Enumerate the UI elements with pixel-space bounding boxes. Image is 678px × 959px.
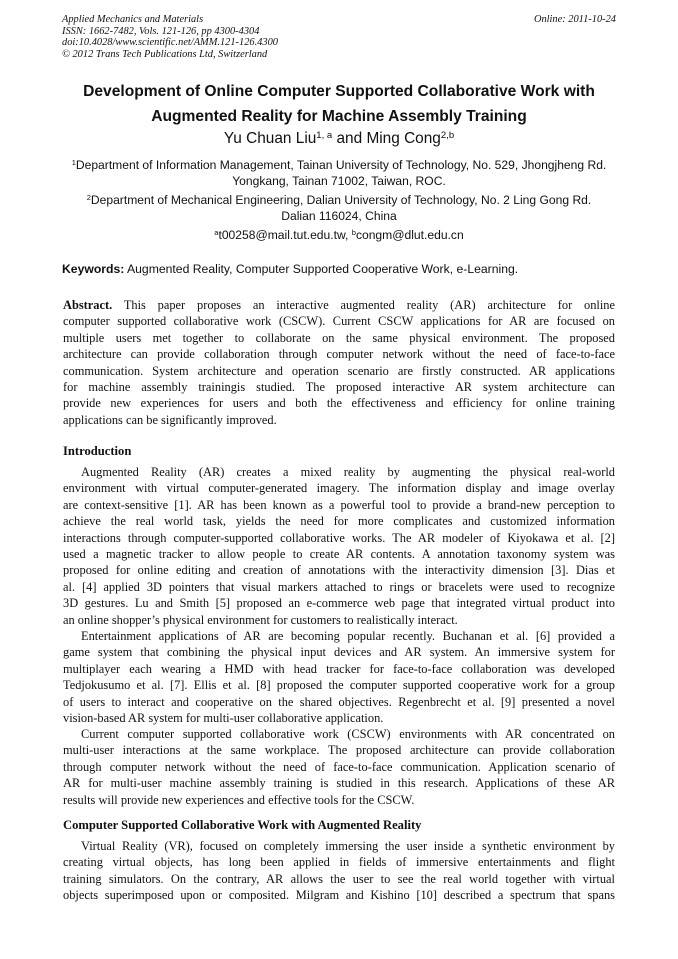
journal-header <box>62 14 616 60</box>
body-line: through computer network without the need of face-to-face communication. Application scenario of <box>63 759 615 774</box>
body-line: 3D gestures. Lu and Smith [5] proposed an e-commerce web page that integrated virtual product into <box>63 596 615 611</box>
body-line: environment with virtual computer-generated imagery. The information display and image overlay <box>63 481 615 496</box>
doi-line: doi:10.4028/www.scientific.net/AMM.121-126.4300 <box>62 37 278 49</box>
keywords-label: Keywords: <box>62 262 125 276</box>
abstract-line: architecture can provide collaboration through computer network without the need of face-to-face <box>63 347 615 362</box>
body-line: an online shopper’s physical environment for customers to realistically interact. <box>63 612 458 627</box>
section-heading-introduction: Introduction <box>63 444 132 458</box>
paper-title <box>40 79 638 129</box>
body-line: training simulators. On the contrary, AR allows the user to see the real world together with virtual <box>63 871 615 886</box>
body-line: multi-user interactions at the same workplace. The proposed architecture can provide collaboration <box>63 743 615 758</box>
author-line <box>40 129 638 149</box>
body-line: multiplayer each wearing a HMD with head tracker for face-to-face collaboration was developed <box>63 661 615 676</box>
title-line-2: Augmented Reality for Machine Assembly Training <box>151 108 527 125</box>
body-line: Augmented Reality (AR) creates a mixed reality by augmenting the physical real-world <box>81 465 615 479</box>
body-line: used a magnetic tracker to allow people to create AR contents. A annotation taxonomy system was <box>63 547 615 562</box>
body-line: achieve the real world task, yields the need for more complicates and customized information <box>63 514 615 529</box>
body-line: proposed for online editing and creation of annotations with the interactivity dimension [3]. Dias et <box>63 563 615 578</box>
author-2-sup: 2,b <box>440 129 455 141</box>
author-1-sup: 1, a <box>316 129 333 141</box>
body-line: of users to interact and cooperative on the shared objectives. Regenbrecht et al. [9] presented a novel <box>63 694 615 709</box>
abstract <box>63 297 615 428</box>
introduction-paragraph-1 <box>63 464 615 628</box>
body-line: interactions through computer-supported collaborative works. The AR modeler of Kiyokawa et al. [2] <box>63 530 615 545</box>
body-line: Entertainment applications of AR are becoming popular recently. Buchanan et al. [6] provided a <box>81 629 615 643</box>
abstract-line: for machine assembly trainingis studied. The proposed interactive AR system architecture can <box>63 380 615 395</box>
body-line: game system that combining the physical input devices and AR system. An immersive system for <box>63 645 615 660</box>
email-a-sup: a <box>214 227 219 237</box>
copyright-line: © 2012 Trans Tech Publications Ltd, Switzerland <box>62 48 268 60</box>
body-line: al. [4] applied 3D pointers that visual markers attached to rings or bracelets were used to recognize <box>63 579 615 594</box>
body-line: Tedjokusumo et al. [7]. Ellis et al. [8] proposed the computer supported cooperative work for a group <box>63 678 615 693</box>
abstract-line: computer supported collaborative work (CSCW). Current CSCW applications for AR are focused on <box>63 314 615 329</box>
body-line: are context-sensitive [1]. AR has been known as a powerful tool to provide a brand-new perception to <box>63 497 615 512</box>
introduction-paragraph-2 <box>63 628 615 726</box>
abstract-line: provide new experiences for users and both the effectiveness and efficiency for online training <box>63 396 615 411</box>
affiliation-1 <box>40 157 638 189</box>
body-line: vision-based AR system for multi-user collaborative application. <box>63 711 384 726</box>
author-and: and <box>332 130 367 147</box>
affiliation-2-line-2: Dalian 116024, China <box>281 209 397 224</box>
affiliation-2-line-1: Department of Mechanical Engineering, Dalian University of Technology, No. 2 Ling Gong Rd. <box>90 193 592 207</box>
title-line-1: Development of Online Computer Supported Collaborative Work with <box>83 83 595 100</box>
abstract-label: Abstract. <box>63 298 113 312</box>
abstract-line: This paper proposes an interactive augmented reality (AR) architecture for online <box>112 298 615 312</box>
email-a: t00258@mail.tut.edu.tw, <box>218 228 352 242</box>
body-line: objects superimposed upon or composited. Milgram and Kishino [10] described a spectrum that spans <box>63 888 615 903</box>
email-b: congm@dlut.edu.cn <box>355 228 464 242</box>
keywords <box>62 262 622 276</box>
journal-name: Applied Mechanics and Materials <box>62 14 204 25</box>
abstract-line: communication. System architecture and operation scenario are firstly constructed. AR applications <box>63 363 615 378</box>
body-line: creating virtual objects, has long been applied in fields of immersive entertainments and flight <box>63 855 615 870</box>
email-line <box>40 227 638 243</box>
email-b-sup: b <box>351 227 356 237</box>
section-heading-cscw: Computer Supported Collaborative Work with Augmented Reality <box>63 818 422 832</box>
body-line: AR for multi-user machine assembly training is studied in this research. Applications of these AR <box>63 776 615 791</box>
cscw-paragraph-1 <box>63 838 615 904</box>
affiliation-1-line-1: Department of Information Management, Tainan University of Technology, No. 529, Jhongjheng Rd. <box>75 158 607 172</box>
abstract-line: applications can be significantly improved. <box>63 412 277 427</box>
author-2: Ming Cong <box>366 130 441 147</box>
body-line: Virtual Reality (VR), focused on completely immersing the user inside a synthetic environment by <box>81 839 615 853</box>
abstract-line: multiple users met together to collaborate on the same physical environment. The proposed <box>63 330 615 345</box>
author-1: Yu Chuan Liu <box>223 130 317 147</box>
online-date: Online: 2011-10-24 <box>533 14 616 25</box>
affiliation-1-line-2: Yongkang, Tainan 71002, Taiwan, ROC. <box>232 174 446 189</box>
affiliation-1-sup: 1 <box>71 157 76 167</box>
body-line: results will provide new experiences and effective tools for the CSCW. <box>63 792 415 807</box>
body-line: Current computer supported collaborative work (CSCW) environments with AR concentrated on <box>81 727 615 741</box>
affiliation-2 <box>40 192 638 224</box>
introduction-paragraph-3 <box>63 726 615 808</box>
keywords-text: Augmented Reality, Computer Supported Cooperative Work, e-Learning. <box>124 262 519 276</box>
issn-line: ISSN: 1662-7482, Vols. 121-126, pp 4300-4304 <box>62 25 260 37</box>
affiliation-2-sup: 2 <box>86 192 91 202</box>
